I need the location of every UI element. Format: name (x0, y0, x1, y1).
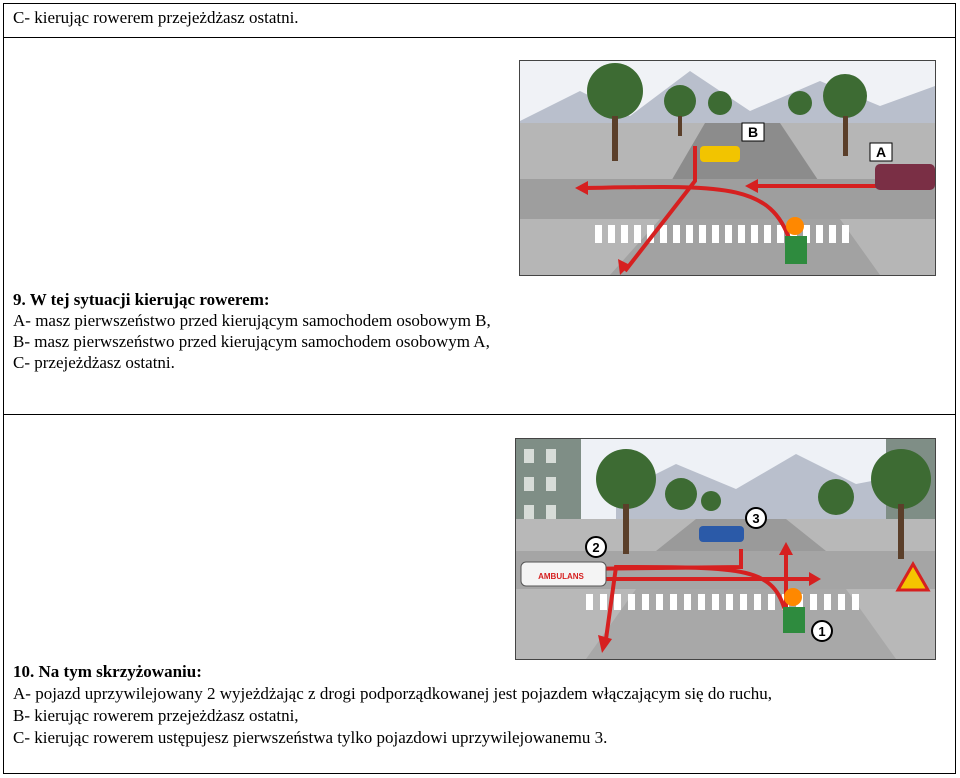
intersection-illustration-q9 (519, 60, 936, 276)
question-9-title: 9. W tej sytuacji kierując rowerem: (13, 290, 270, 309)
question-10-title: 10. Na tym skrzyżowaniu: (13, 662, 202, 681)
question-9-answer-a: A- masz pierwszeństwo przed kierującym samochodem osobowym B, (13, 311, 491, 330)
question-9-row (3, 38, 956, 415)
intersection-illustration-q10 (515, 438, 936, 660)
question-10-answer-a: A- pojazd uprzywilejowany 2 wyjeżdżając z drogi podporządkowanej jest pojazdem włączającym się do ruchu, (13, 684, 773, 703)
question-10-answer-c: C- kierując rowerem ustępujesz pierwszeństwa tylko pojazdowi uprzywilejowanemu 3. (13, 728, 608, 747)
label-2: 2 (592, 540, 600, 555)
question-10-answer-b: B- kierując rowerem przejeżdżasz ostatni, (13, 706, 299, 725)
table-row (3, 3, 956, 38)
label-3: 3 (752, 511, 760, 526)
ambulance-text: AMBULANS (538, 572, 584, 581)
label-a: A (875, 144, 887, 160)
question-10-row (3, 415, 956, 774)
label-1: 1 (818, 624, 826, 639)
answer-c-text: C- kierując rowerem przejeżdżasz ostatni. (13, 8, 299, 27)
question-9-answer-b: B- masz pierwszeństwo przed kierującym samochodem osobowym A, (13, 332, 490, 351)
label-b: B (747, 124, 759, 140)
question-9-answer-c: C- przejeżdżasz ostatni. (13, 353, 175, 372)
